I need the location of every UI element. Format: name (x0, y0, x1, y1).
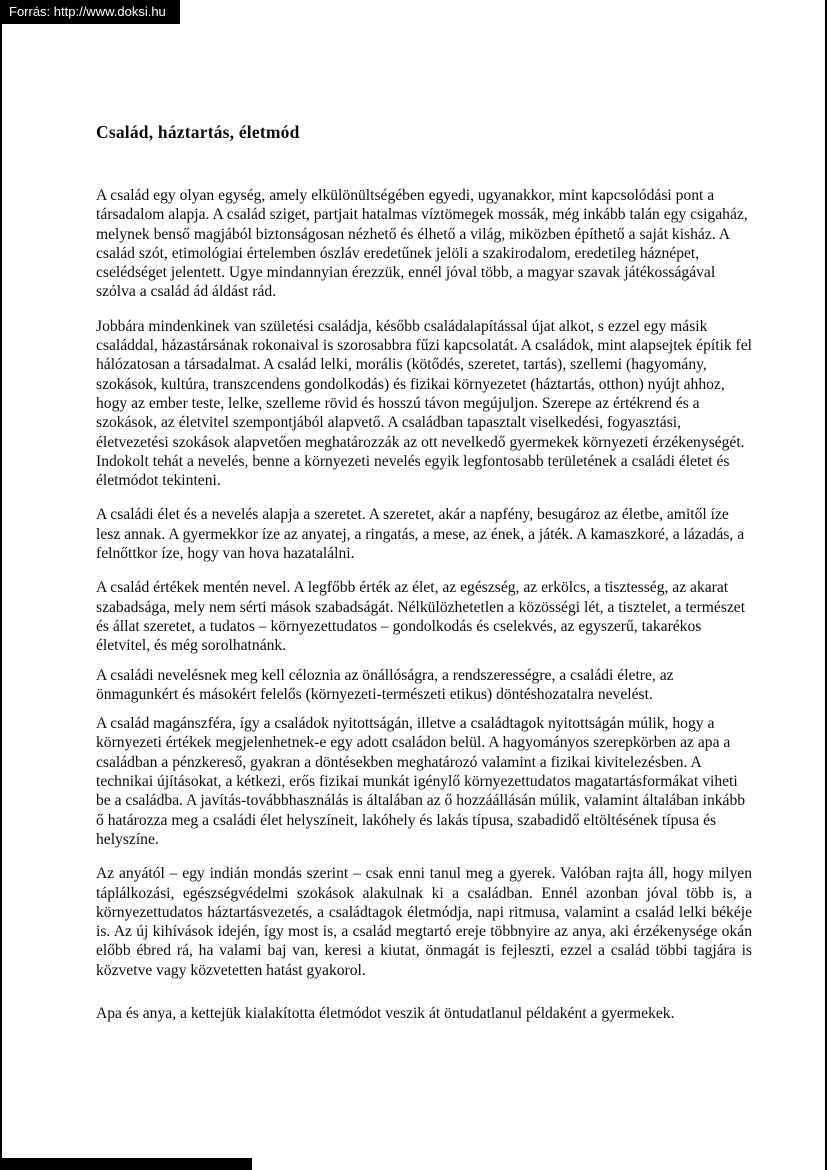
source-watermark: Forrás: http://www.doksi.hu (0, 0, 180, 24)
document-body (96, 122, 752, 1038)
paragraph: A családi élet és a nevelés alapja a szeretet. A szeretet, akár a napfény, besugároz az életbe, amitől íze lesz annak. A gyermekkor íze az anyatej, a ringatás, a mese, az ének, a játék. A kamaszkoré, a lázadás, a felnőttkor íze, hogy van hova hazatalálni. (96, 506, 745, 563)
paragraph: Jobbára mindenkinek van születési családja, később családalapítással újat alkot, s ezzel egy másik családdal, házastársának rokonaival is szorosabbra fűzi kapcsolatát. A családok, mint alapsejtek építik fel hálózatosan a társadalmat. A család lelki, morális (kötődés, szeretet, tartás), szellemi (hagyomány, szokások, kultúra, transzcendens gondolkodás) és fizikai környezetet (háztartás, otthon) nyújt ahhoz, hogy az ember teste, lelke, szelleme rövid és hosszú távon megújuljon. Szerepe az értékrend és a szokások, az életvitel szempontjából alapvető. A családban tapasztalt viselkedési, fogyasztási, életvezetési szokások alapvetően meghatározzák az ott nevelkedő gyermekek környezeti érzékenységét. Indokolt tehát a nevelés, benne a környezeti nevelés egyik legfontosabb területének a családi életet és életmódot tekinteni. (96, 317, 753, 490)
paragraph: A család magánszféra, így a családok nyitottságán, illetve a családtagok nyitottságán múlik, hogy a környezeti értékek megjelenhetnek-e egy adott családon belül. A hagyományos szerepkörben az apa a családban a pénzkereső, gyakran a döntésekben meghatározó valamint a fizikai kivitelezésben. A technikai újításokat, a kétkezi, erős fizikai munkát igénylő környezettudatos magatartásformákat viheti be a családba. A javítás-továbbhasználás is általában az ő hozzáállásán múlik, valamint általában inkább ő határozza meg a családi élet helyszíneit, lakóhely és lakás típusa, szabadidő eltöltésének típusa és helyszíne. (96, 715, 746, 848)
document-title: Család, háztartás, életmód (96, 122, 300, 142)
paragraph: A családi nevelésnek meg kell céloznia az önállóságra, a rendszerességre, a családi életre, az önmagunkért és másokért felelős (környezeti-természeti etikus) döntéshozatalra nevelést. (96, 666, 674, 703)
page-border-left (0, 0, 2, 1170)
bottom-watermark-bar (0, 1158, 252, 1170)
paragraph: Apa és anya, a kettejük kialakította életmódot veszik át öntudatlanul példaként a gyermekek. (96, 1004, 675, 1022)
paragraph: A család értékek mentén nevel. A legfőbb érték az élet, az egészség, az erkölcs, a tisztesség, az akarat szabadsága, mely nem sérti mások szabadságát. Nélkülözhetetlen a közösségi lét, a tisztelet, a természet és állat szeretet, a tudatos – környezettudatos – gondolkodás és cselekvés, az egyszerű, takarékos életvitel, és még sorolhatnánk. (96, 579, 746, 655)
paragraph: Az anyától – egy indián mondás szerint – csak enni tanul meg a gyerek. Valóban rajta áll, hogy milyen táplálkozási, egészségvédelmi szokások alakulnak ki a családban. Ennél azonban jóval több is, a környezettudatos háztartásvezetés, a családtagok életmódja, napi ritmusa, valamint a család lelki békéje is. Az új kihívások idején, így most is, a család megtartó ereje többnyire az anya, aki érzékenysége okán előbb ébred rá, ha valami baj van, keresi a kiutat, önmagát is fejleszti, ezzel a család többi tagjára is közvetve vagy közvetetten hatást gyakorol. (96, 865, 752, 979)
paragraph: A család egy olyan egység, amely elkülönültségében egyedi, ugyanakkor, mint kapcsolódási pont a társadalom alapja. A család sziget, partjait hatalmas víztömegek mossák, még inkább talán egy csigaház, melynek benső magjából biztonságosan nézhető és élhető a világ, miközben építhető a saját kisház. A család szót, etimológiai értelemben ószláv eredetűnek jelöli a szakirodalom, eredetileg háznépet, cselédséget jelentett. Ugye mindannyian érezzük, ennél jóval több, a magyar szavak játékosságával szólva a család ád áldást rád. (96, 187, 748, 301)
